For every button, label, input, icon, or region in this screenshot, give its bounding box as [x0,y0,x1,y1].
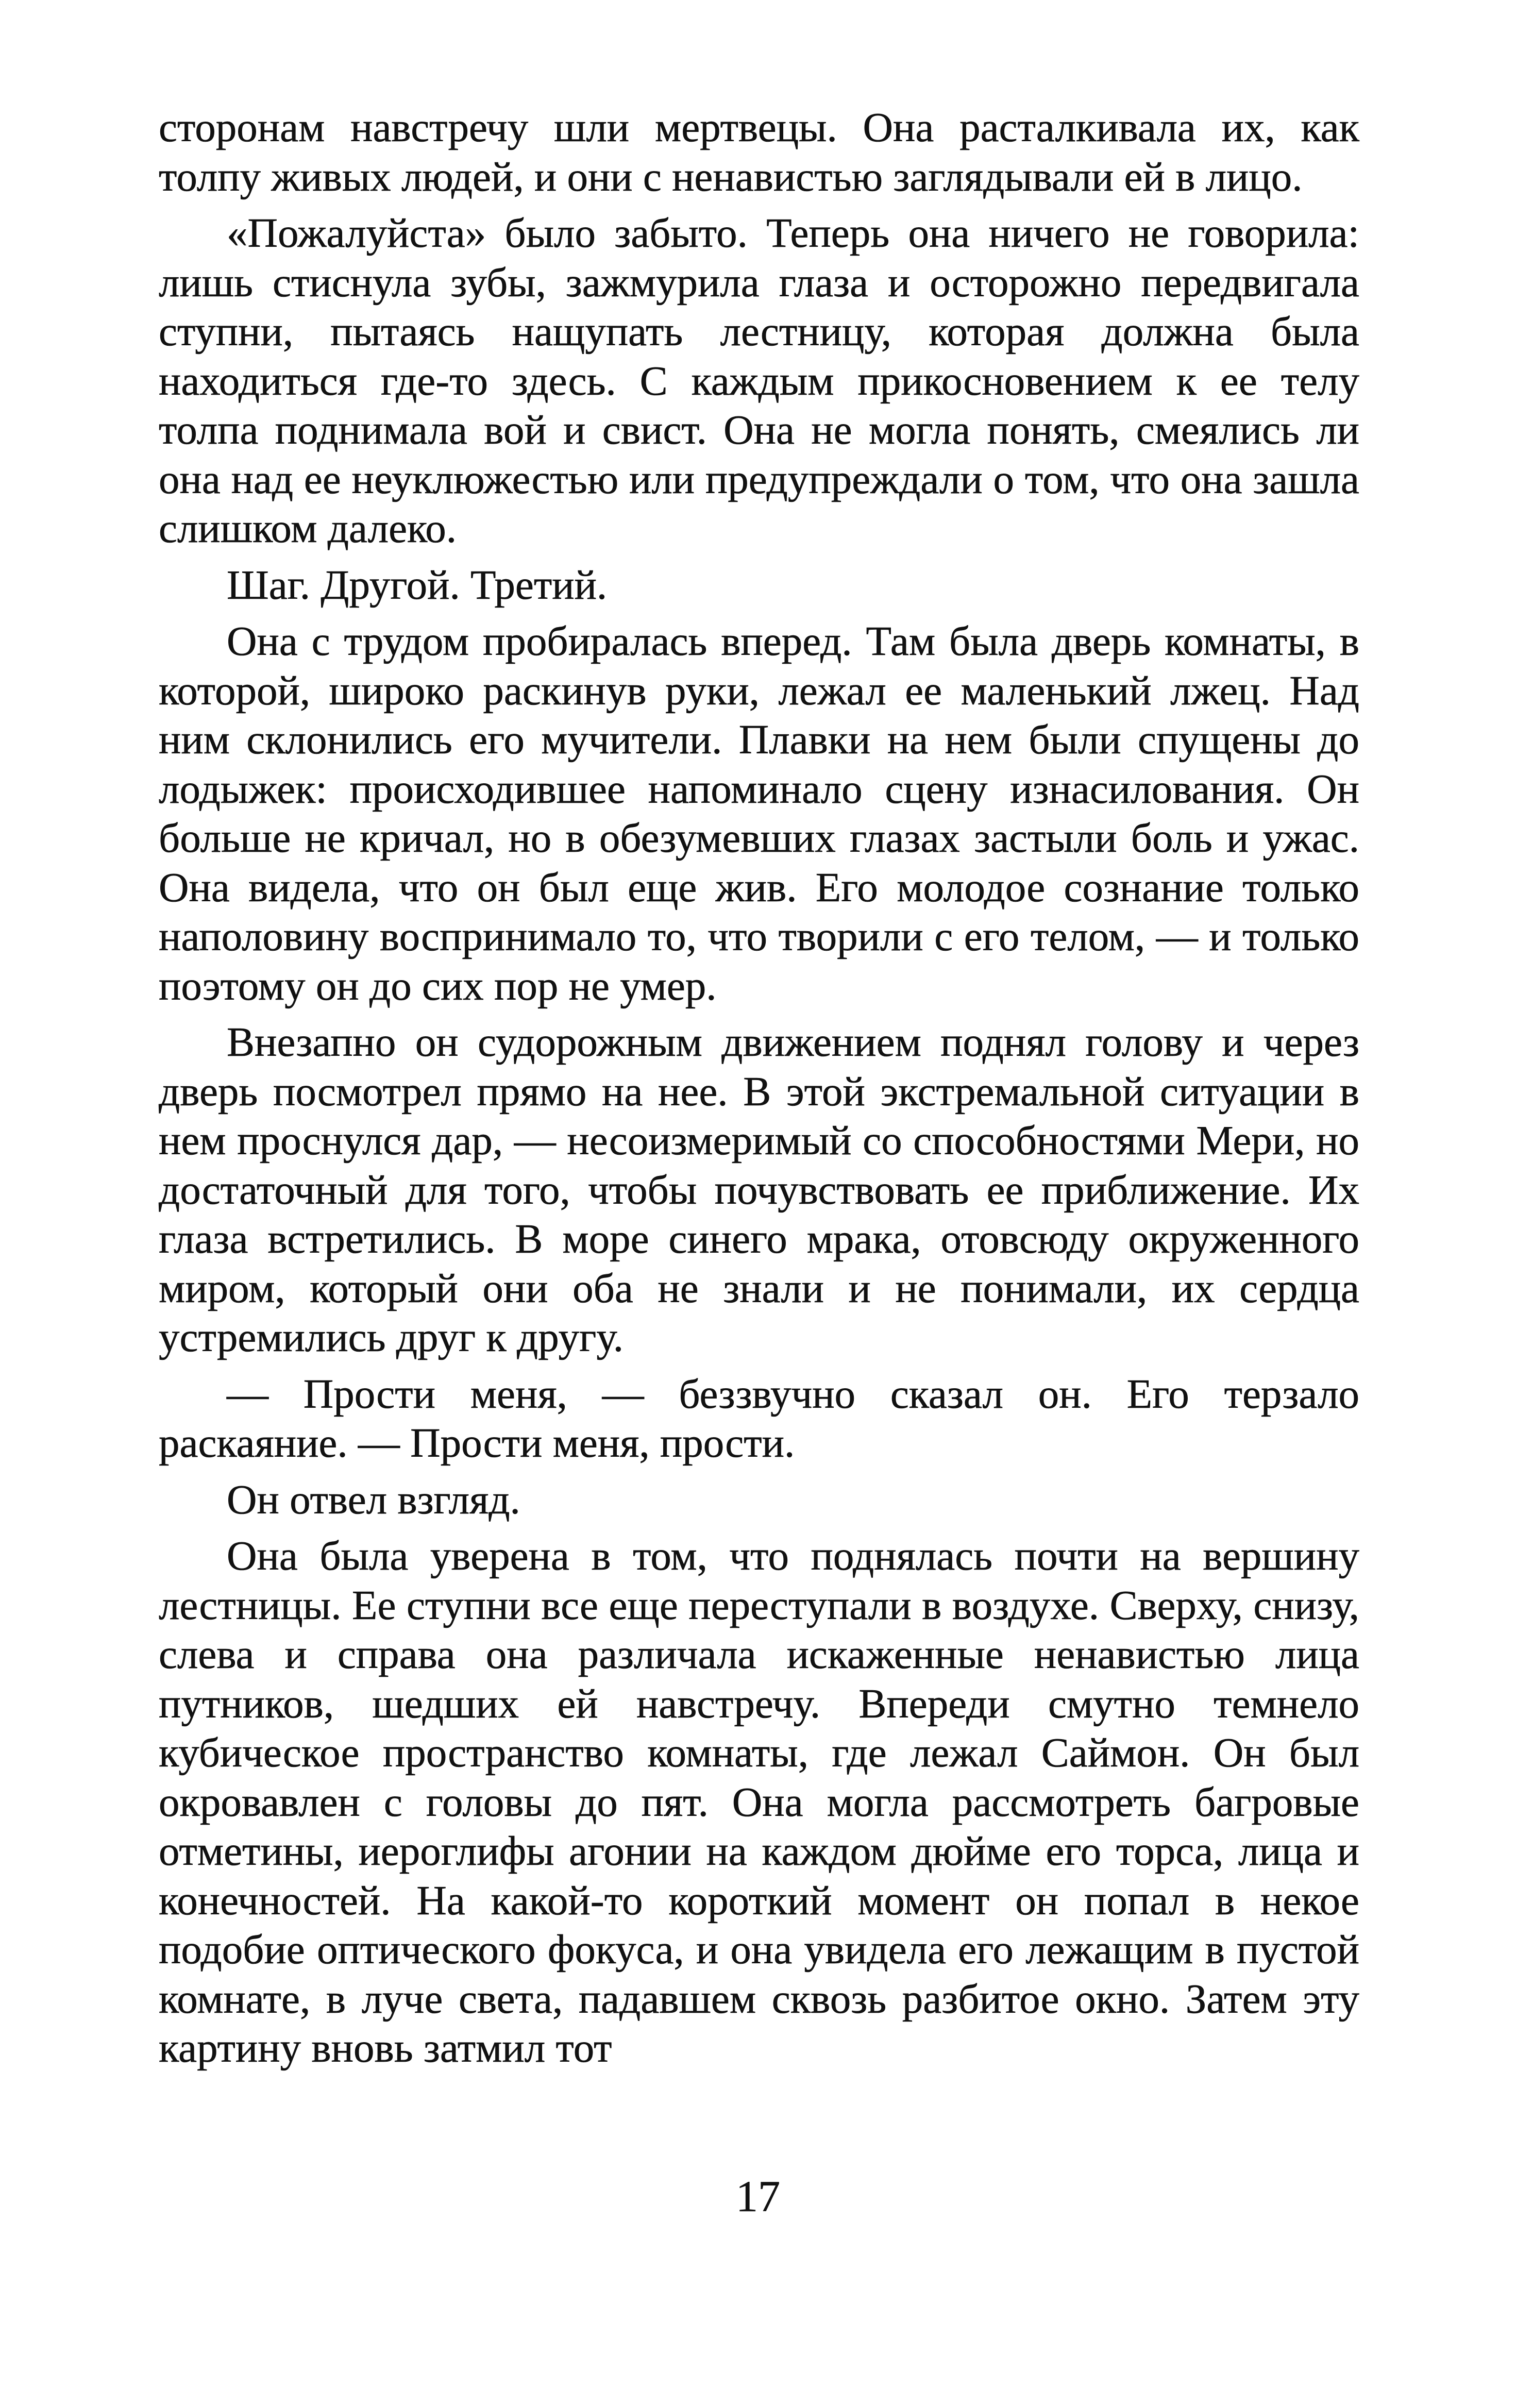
paragraph-6: — Прости меня, — беззвучно сказал он. Его терзало раскаяние. — Прости меня, прости. [159,1370,1359,1466]
paragraph-3: Шаг. Другой. Третий. [227,561,608,608]
body-text [159,103,1359,2080]
paragraph-4: Она с трудом пробиралась вперед. Там была дверь комнаты, в которой, широко раскинув руки, лежал ее маленький лжец. Над ним склонились его мучители. Плавки на нем были спущены до лодыжек: происходившее напоминало сцену изнасилования. Он больше не кричал, но в обезумевших глазах застыли боль и ужас. Она видела, что он был еще жив. Его молодое сознание только наполовину воспринимало то, что творили с его телом, — и только поэтому он до сих пор не умер. [159,618,1359,1009]
paragraph-2: «Пожалуйста» было забыто. Теперь она ничего не говорила: лишь стиснула зубы, зажмурила глаза и осторожно передвигала ступни, пытаясь нащупать лестницу, которая должна была находиться где-то здесь. С каждым прикосновением к ее телу толпа поднимала вой и свист. Она не могла понять, смеялись ли она над ее неуклюжестью или предупреждали о том, что она зашла слишком далеко. [159,210,1359,551]
paragraph-1: сторонам навстречу шли мертвецы. Она расталкивала их, как толпу живых людей, и они с ненавистью заглядывали ей в лицо. [159,104,1359,200]
paragraph-8: Она была уверена в том, что поднялась почти на вершину лестницы. Ее ступни все еще переступали в воздухе. Сверху, снизу, слева и справа она различала искаженные ненавистью лица путников, шедших ей навстречу. Впереди смутно темнело кубическое пространство комнаты, где лежал Саймон. Он был окровавлен с головы до пят. Она могла рассмотреть багровые отметины, иероглифы агонии на каждом дюйме его торса, лица и конечностей. На какой-то короткий момент он попал в некое подобие оптического фокуса, и она увидела его лежащим в пустой комнате, в луче света, падавшем сквозь разбитое окно. Затем эту картину вновь затмил тот [159,1533,1359,2071]
paragraph-5: Внезапно он судорожным движением поднял голову и через дверь посмотрел прямо на нее. В этой экстремальной ситуации в нем проснулся дар, — несоизмеримый со способностями Мери, но достаточный для того, чтобы почувствовать ее приближение. Их глаза встретились. В море синего мрака, отовсюду окруженного миром, который они оба не знали и не понимали, их сердца устремились друг к другу. [159,1019,1359,1360]
page-number: 17 [736,2171,780,2221]
paragraph-7: Он отвел взгляд. [227,1476,520,1523]
